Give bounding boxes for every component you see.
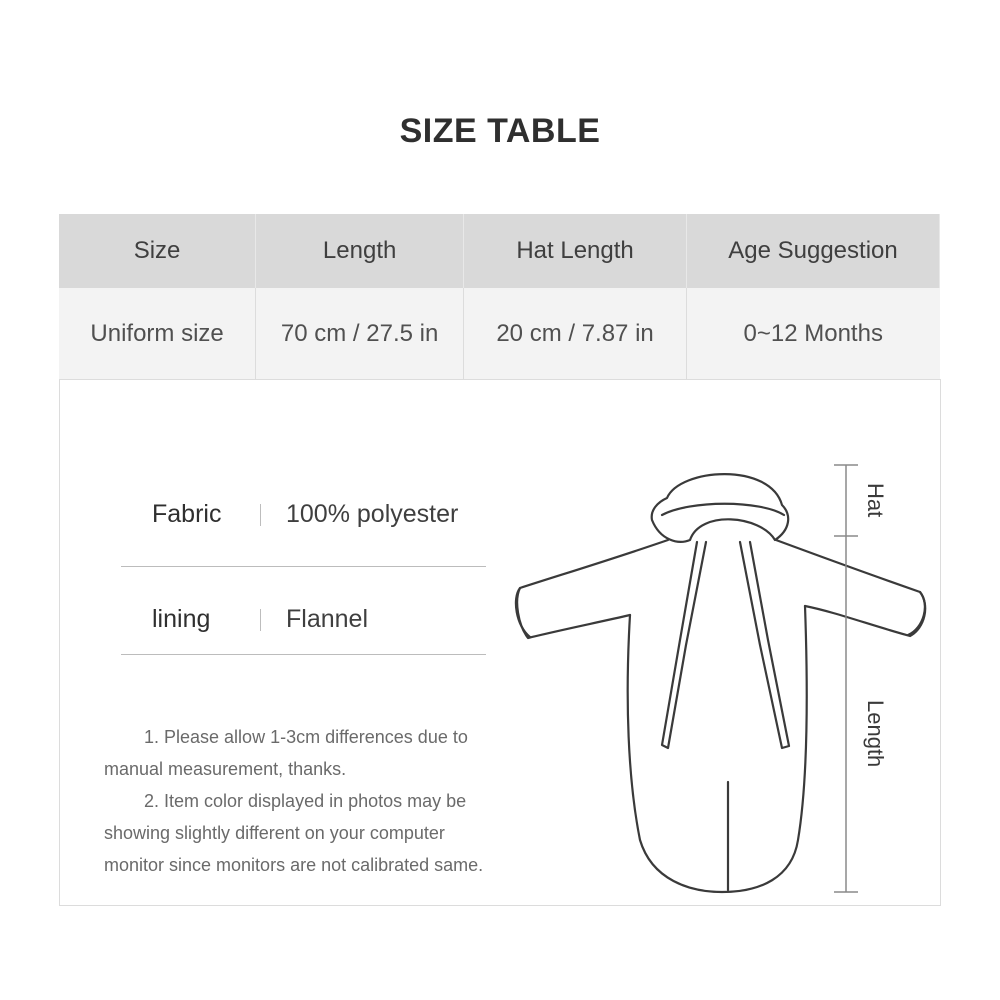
cell-age-suggestion: 0~12 Months: [686, 288, 939, 379]
baby-sleeping-bag-icon: [516, 474, 925, 892]
header-age-suggestion: Age Suggestion: [686, 214, 939, 288]
length-dimension-label: Length: [863, 700, 888, 768]
cell-hat-length: 20 cm / 7.87 in: [464, 288, 687, 379]
note-2-line-3: monitor since monitors are not calibrated same.: [104, 855, 484, 875]
cell-size: Uniform size: [59, 288, 256, 379]
spec-value-fabric: 100% polyester: [286, 500, 459, 528]
header-size: Size: [59, 214, 256, 288]
header-hat-length: Hat Length: [464, 214, 687, 288]
dimension-lines: [834, 465, 858, 892]
spec-label-fabric: Fabric: [152, 500, 222, 528]
spec-label-lining: lining: [152, 605, 211, 633]
page-title: SIZE TABLE: [399, 112, 601, 150]
note-2-line-1: 2. Item color displayed in photos may be: [144, 791, 467, 811]
cell-length: 70 cm / 27.5 in: [256, 288, 464, 379]
hat-dimension-label: Hat: [863, 483, 888, 518]
note-2-line-2: showing slightly different on your computer: [104, 823, 445, 843]
note-1-line-1: 1. Please allow 1-3cm differences due to: [144, 727, 468, 747]
spec-value-lining: Flannel: [286, 605, 368, 633]
note-1-line-2: manual measurement, thanks.: [104, 759, 347, 779]
header-length: Length: [256, 214, 464, 288]
